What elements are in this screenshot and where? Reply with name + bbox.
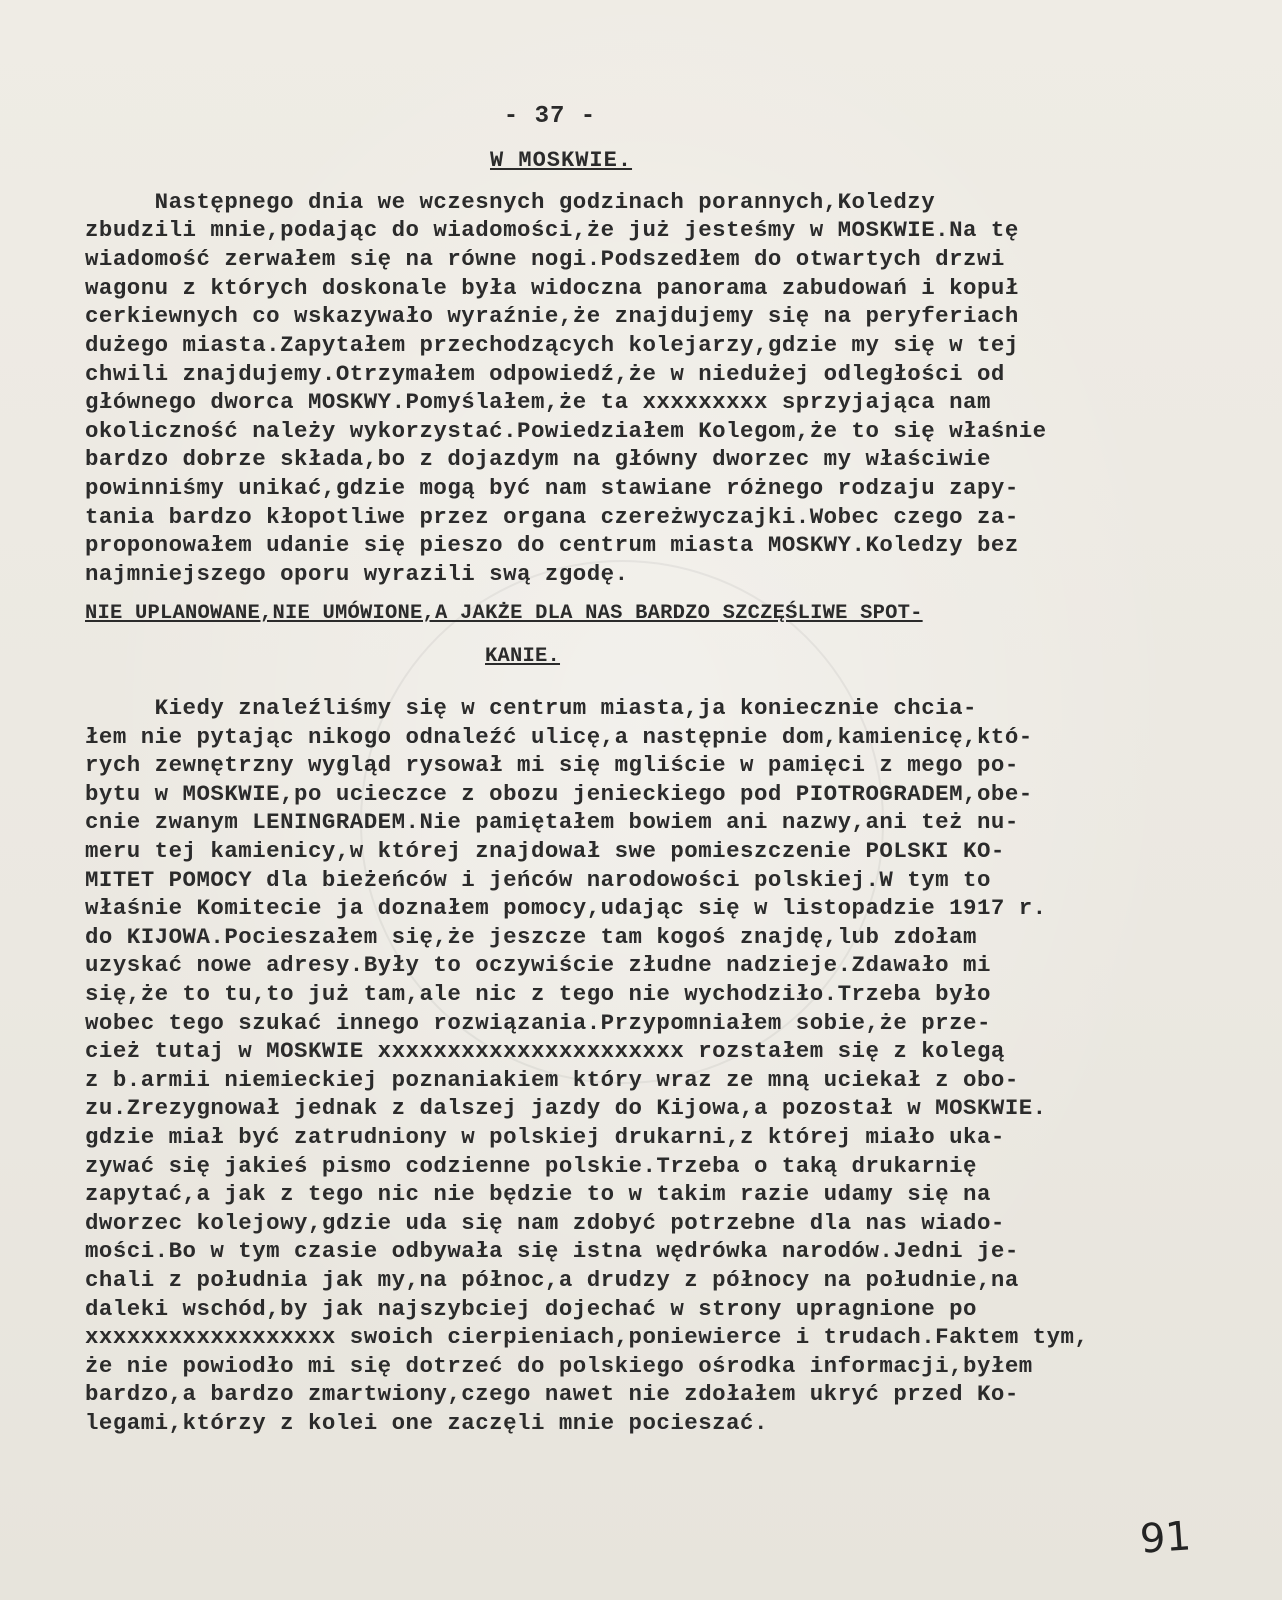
text-line: cnie zwanym LENINGRADEM.Nie pamiętałem bowiem ani nazwy,ani też nu-	[85, 809, 1019, 835]
section-heading-line-1: NIE UPLANOWANE,NIE UMÓWIONE,A JAKŻE DLA NAS BARDZO SZCZĘŚLIWE SPOT-	[85, 602, 923, 625]
text-line: wobec tego szukać innego rozwiązania.Przypomniałem sobie,że prze-	[85, 1010, 991, 1036]
text-line: rych zewnętrzny wygląd rysował mi się mgliście w pamięci z mego po-	[85, 752, 1019, 778]
text-line: cież tutaj w MOSKWIE xxxxxxxxxxxxxxxxxxxxxx rozstałem się z kolegą	[85, 1038, 1005, 1064]
text-line: tania bardzo kłopotliwe przez organa czereżwyczajki.Wobec czego za-	[85, 504, 1019, 530]
text-line: wagonu z których doskonale była widoczna panorama zabudowań i kopuł	[85, 275, 1019, 301]
text-line: Kiedy znaleźliśmy się w centrum miasta,ja koniecznie chcia-	[85, 695, 977, 721]
text-line: gdzie miał być zatrudniony w polskiej drukarni,z której miało uka-	[85, 1124, 1005, 1150]
text-line: wiadomość zerwałem się na równe nogi.Podszedłem do otwartych drzwi	[85, 246, 1005, 272]
text-line: zbudzili mnie,podając do wiadomości,że już jesteśmy w MOSKWIE.Na tę	[85, 217, 1019, 243]
text-line: łem nie pytając nikogo odnaleźć ulicę,a następnie dom,kamienicę,któ-	[85, 724, 1033, 750]
text-line: dużego miasta.Zapytałem przechodzących kolejarzy,gdzie my się w tej	[85, 332, 1019, 358]
text-line: proponowałem udanie się pieszo do centrum miasta MOSKWY.Koledzy bez	[85, 532, 1019, 558]
text-line: Następnego dnia we wczesnych godzinach porannych,Koledzy	[85, 189, 936, 215]
text-line: uzyskać nowe adresy.Były to oczywiście złudne nadzieje.Zdawało mi	[85, 952, 991, 978]
text-line: mości.Bo w tym czasie odbywała się istna wędrówka narodów.Jedni je-	[85, 1238, 1019, 1264]
text-line: powinniśmy unikać,gdzie mogą być nam stawiane różnego rodzaju zapy-	[85, 475, 1019, 501]
text-line: cerkiewnych co wskazywało wyraźnie,że znajdujemy się na peryferiach	[85, 303, 1019, 329]
text-line: bytu w MOSKWIE,po ucieczce z obozu jenieckiego pod PIOTROGRADEM,obe-	[85, 781, 1033, 807]
archive-page-number: 91	[1138, 1513, 1193, 1563]
chapter-title: W MOSKWIE.	[490, 148, 633, 173]
text-line: xxxxxxxxxxxxxxxxxx swoich cierpieniach,poniewierce i trudach.Faktem tym,	[85, 1324, 1089, 1350]
text-line: dworzec kolejowy,gdzie uda się nam zdobyć potrzebne dla nas wiado-	[85, 1210, 1005, 1236]
text-line: do KIJOWA.Pocieszałem się,że jeszcze tam kogoś znajdę,lub zdołam	[85, 924, 977, 950]
section-heading-line-2: KANIE.	[485, 645, 561, 668]
text-line: z b.armii niemieckiej poznaniakiem który wraz ze mną uciekał z obo-	[85, 1067, 1019, 1093]
text-line: że nie powiodło mi się dotrzeć do polskiego ośrodka informacji,byłem	[85, 1353, 1033, 1379]
text-line: chwili znajdujemy.Otrzymałem odpowiedź,że w niedużej odległości od	[85, 361, 1005, 387]
text-line: zywać się jakieś pismo codzienne polskie.Trzeba o taką drukarnię	[85, 1153, 977, 1179]
text-line: daleki wschód,by jak najszybciej dojechać w strony upragnione po	[85, 1296, 977, 1322]
text-line: chali z południa jak my,na północ,a drudzy z północy na południe,na	[85, 1267, 1019, 1293]
text-line: się,że to tu,to już tam,ale nic z tego nie wychodziło.Trzeba było	[85, 981, 991, 1007]
text-line: bardzo dobrze składa,bo z dojazdym na główny dworzec my właściwie	[85, 446, 991, 472]
text-line: głównego dworca MOSKWY.Pomyślałem,że ta xxxxxxxxx sprzyjająca nam	[85, 389, 991, 415]
text-line: zapytać,a jak z tego nic nie będzie to w takim razie udamy się na	[85, 1181, 991, 1207]
text-line: najmniejszego oporu wyrazili swą zgodę.	[85, 561, 629, 587]
text-line: meru tej kamienicy,w której znajdował swe pomieszczenie POLSKI KO-	[85, 838, 1005, 864]
text-line: okoliczność należy wykorzystać.Powiedziałem Kolegom,że to się właśnie	[85, 418, 1047, 444]
text-line: zu.Zrezygnował jednak z dalszej jazdy do Kijowa,a pozostał w MOSKWIE.	[85, 1095, 1047, 1121]
page-number: - 37 -	[503, 103, 597, 130]
text-line: MITET POMOCY dla bieżeńców i jeńców narodowości polskiej.W tym to	[85, 867, 991, 893]
text-line: bardzo,a bardzo zmartwiony,czego nawet nie zdołałem ukryć przed Ko-	[85, 1381, 1019, 1407]
text-line: legami,którzy z kolei one zaczęli mnie pocieszać.	[85, 1410, 768, 1436]
text-line: właśnie Komitecie ja doznałem pomocy,udając się w listopadzie 1917 r.	[85, 895, 1047, 921]
